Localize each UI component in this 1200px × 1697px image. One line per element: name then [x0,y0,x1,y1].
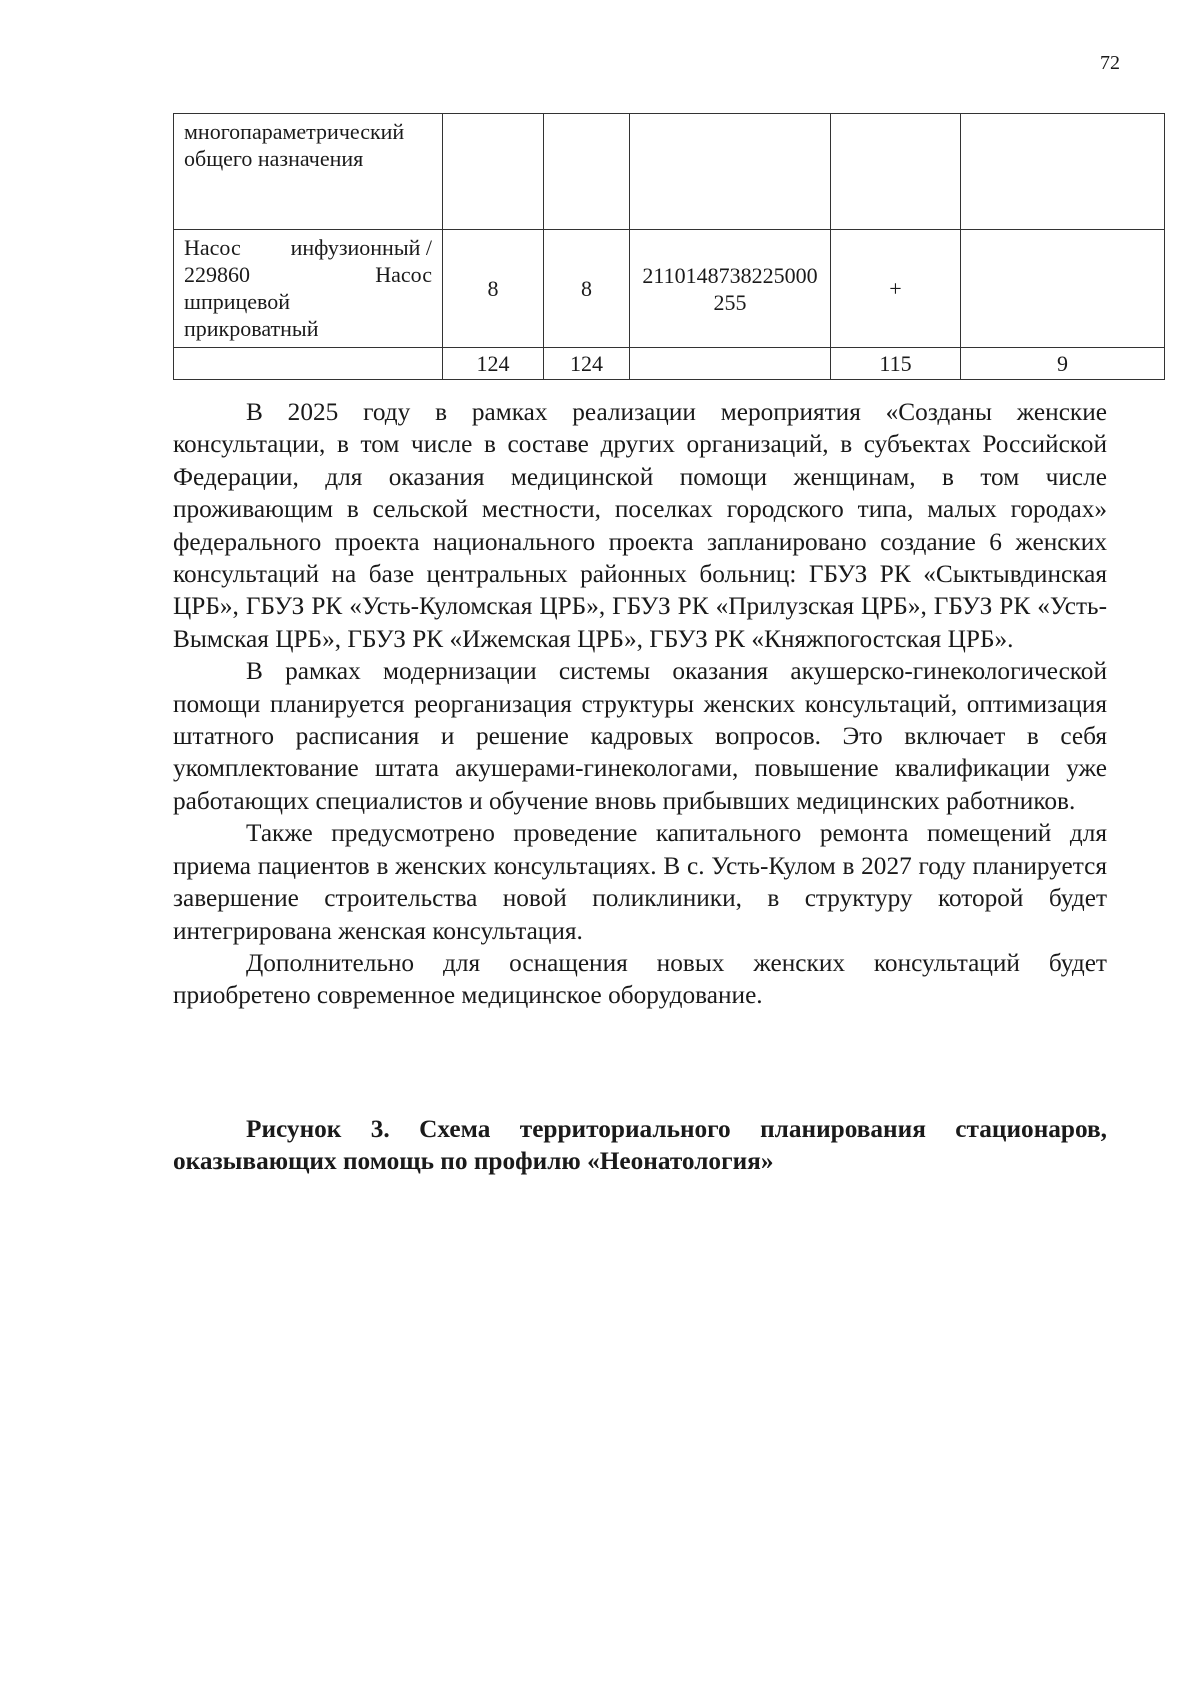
equipment-name-cell [174,230,443,348]
table-cell [961,230,1165,348]
total-cell: 124 [544,348,630,380]
quantity-cell: 8 [544,230,630,348]
figure-caption: Рисунок 3. Схема территориального планирования стационаров, оказывающих помощь по профилю «Неонатология» [173,1115,1107,1176]
serial-number-cell [630,230,831,348]
table-cell [630,348,831,380]
table-cell [443,114,544,230]
status-cell: + [831,230,961,348]
total-cell: 115 [831,348,961,380]
serial-number: 2110148738225000255 [642,262,818,315]
total-row [174,348,1165,380]
equipment-table [173,113,1165,380]
equipment-name: многопараметрический общего назначения [184,119,405,171]
table-cell [961,114,1165,230]
name-fragment: инфузионный / [290,235,432,260]
paragraph: Дополнительно для оснащения новых женских консультаций будет приобретено современное медицинское оборудование. [173,948,1107,1010]
table-row [174,114,1165,230]
quantity-cell: 8 [443,230,544,348]
table-cell [831,114,961,230]
equipment-name-cell [174,114,443,230]
body-text [173,396,1107,1012]
name-fragment: Насос [184,235,241,260]
name-fragment: Насос [375,262,432,287]
paragraph: В рамках модернизации системы оказания акушерско-гинекологической помощи планируется реорганизация структуры женских консультаций, оптимизация штатного расписания и решение кадровых вопросов. Это включает в себя укомплектование штата акушерами-гинекологами, повышение квалификации уже работающих специалистов и обучение вновь прибывших медицинских работников. [173,657,1107,815]
table-row [174,230,1165,348]
name-fragment: прикроватный [184,316,319,341]
total-cell: 9 [961,348,1165,380]
paragraph: Также предусмотрено проведение капитального ремонта помещений для приема пациентов в женских консультациях. В с. Усть-Кулом в 2027 году планируется завершение строительства новой поликлиники, в структуру которой будет интегрирована женская консультация. [173,819,1107,945]
table-cell [544,114,630,230]
page-number: 72 [1100,52,1120,74]
table-cell [630,114,831,230]
total-cell: 124 [443,348,544,380]
name-fragment: шприцевой [184,289,291,314]
name-fragment: 229860 [184,262,250,287]
table-cell [174,348,443,380]
paragraph: В 2025 году в рамках реализации мероприятия «Созданы женские консультации, в том числе в составе других организаций, в субъектах Российской Федерации, для оказания медицинской помощи женщинам, в том числе проживающим в сельской местности, поселках городского типа, малых городах» федерального проекта национального проекта запланировано создание 6 женских консультаций на базе центральных районных больниц: ГБУЗ РК «Сыктывдинская ЦРБ», ГБУЗ РК «Усть-Куломская ЦРБ», ГБУЗ РК «Прилузская ЦРБ», ГБУЗ РК «Усть-Вымская ЦРБ», ГБУЗ РК «Ижемская ЦРБ», ГБУЗ РК «Княжпогостская ЦРБ». [173,398,1107,653]
